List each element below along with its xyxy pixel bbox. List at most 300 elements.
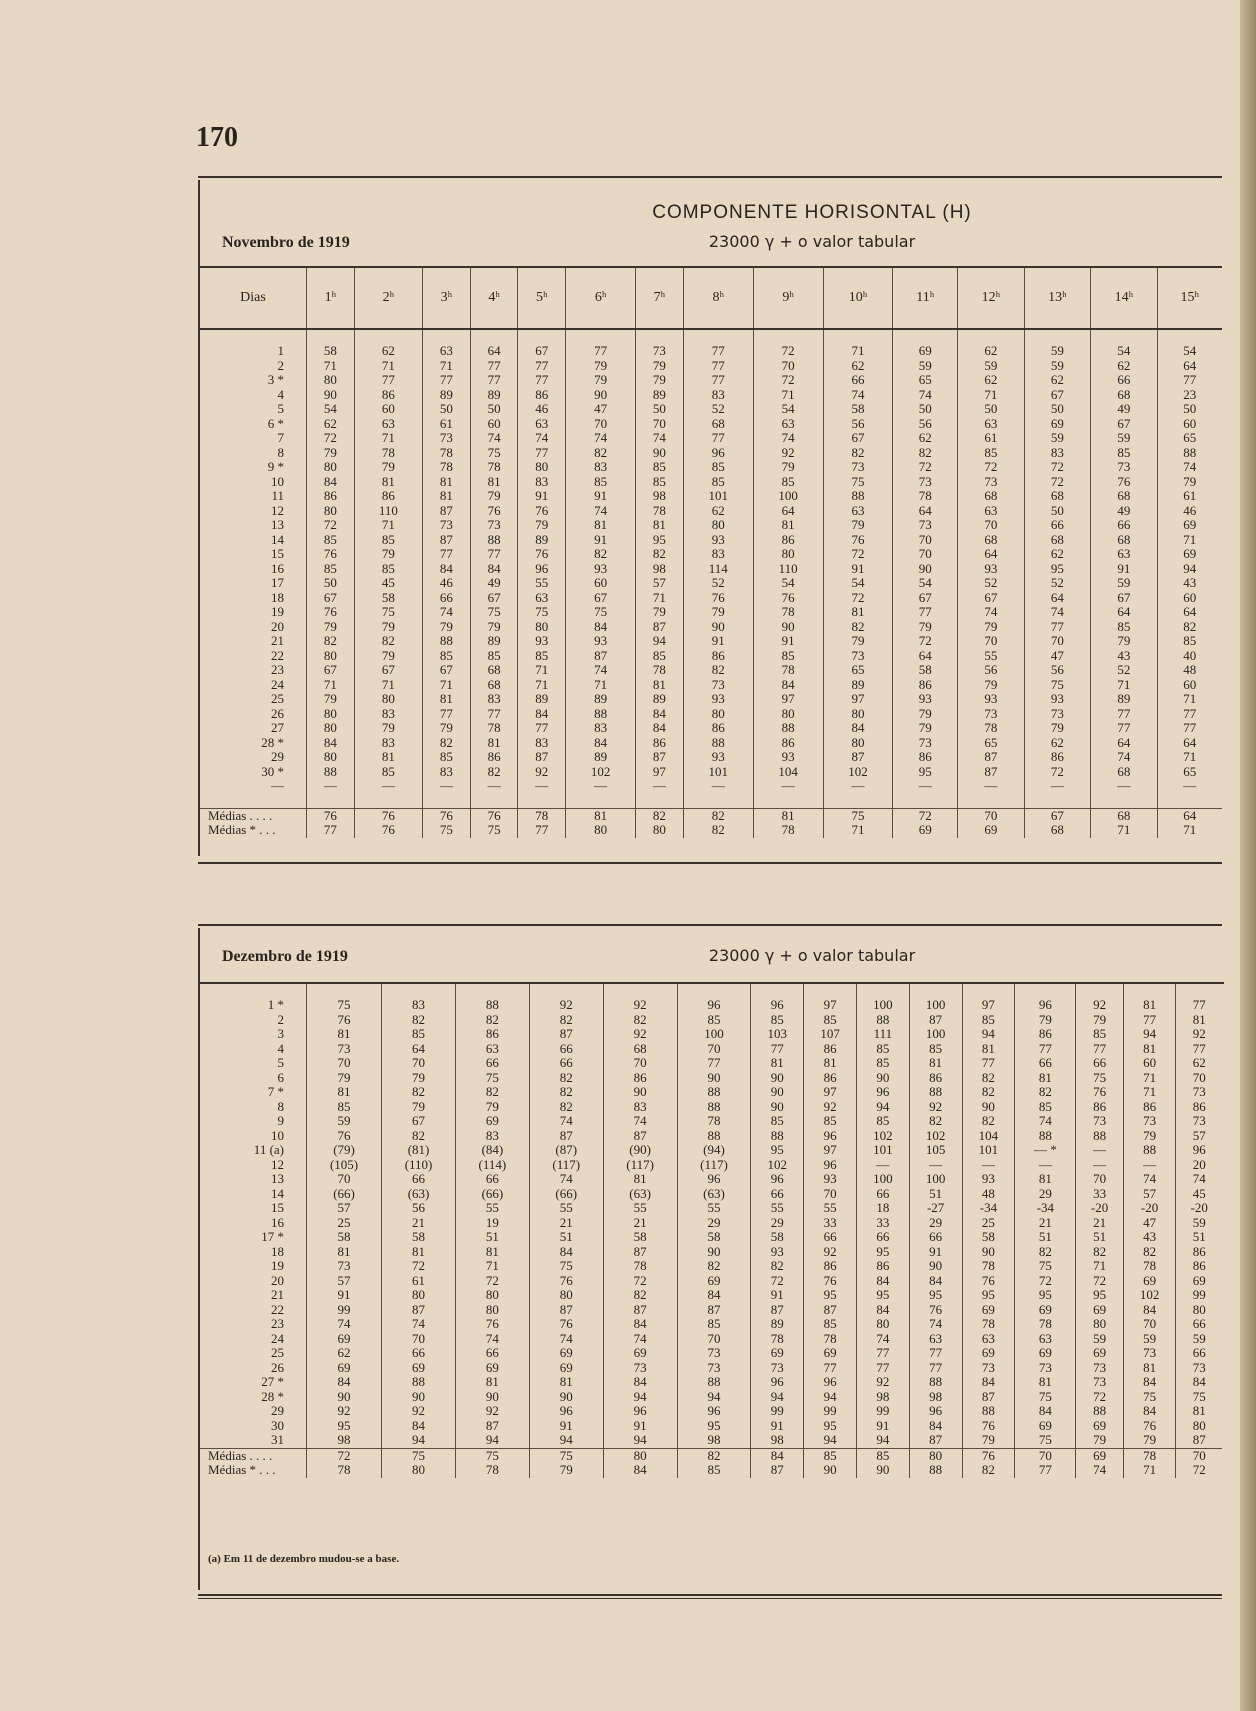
value-cell: 93	[962, 1172, 1015, 1187]
value-cell: 87	[455, 1419, 529, 1434]
value-cell: 83	[683, 388, 753, 403]
value-cell: 92	[804, 1245, 857, 1260]
value-cell: 69	[1123, 1274, 1176, 1289]
value-cell: 95	[751, 1143, 804, 1158]
value-cell: 75	[1076, 1071, 1123, 1086]
value-cell: 77	[423, 707, 471, 722]
value-cell: 72	[1076, 1274, 1123, 1289]
value-cell: 73	[751, 1361, 804, 1376]
value-cell: 79	[1024, 721, 1090, 736]
value-cell: 83	[423, 765, 471, 780]
spacer-cell	[1091, 794, 1157, 809]
value-cell: 62	[1176, 1056, 1222, 1071]
value-cell: 96	[603, 1404, 677, 1419]
value-cell: 71	[1123, 1071, 1176, 1086]
value-cell: 72	[1076, 1390, 1123, 1405]
value-cell: 71	[354, 518, 422, 533]
value-cell: 92	[382, 1404, 456, 1419]
value-cell: 58	[962, 1230, 1015, 1245]
mean-star-value: 71	[1157, 823, 1222, 838]
table-row	[200, 1375, 1222, 1390]
mean-value: 70	[958, 808, 1024, 823]
value-cell: (114)	[455, 1158, 529, 1173]
value-cell: 75	[823, 475, 893, 490]
value-cell: 81	[455, 1245, 529, 1260]
value-cell: 29	[677, 1216, 751, 1231]
value-cell: 80	[1176, 1419, 1222, 1434]
value-cell: 84	[307, 475, 355, 490]
value-cell: 102	[751, 1158, 804, 1173]
spacer-cell	[804, 984, 857, 998]
value-cell: 77	[1176, 998, 1222, 1013]
value-cell: 86	[470, 750, 518, 765]
mean-value: 76	[962, 1448, 1015, 1463]
dash-cell: —	[518, 779, 566, 794]
day-cell: 31	[271, 1432, 284, 1447]
day-cell: 15	[271, 1200, 284, 1215]
value-cell: 94	[382, 1433, 456, 1448]
spacer-row	[200, 329, 1222, 344]
value-cell: 57	[1123, 1187, 1176, 1202]
mean-star-value: 75	[470, 823, 518, 838]
value-cell: 95	[1024, 562, 1090, 577]
value-cell: 74	[423, 605, 471, 620]
november-header	[200, 180, 1224, 266]
value-cell: 63	[958, 504, 1024, 519]
value-cell: 57	[1176, 1129, 1222, 1144]
mean-value: 72	[307, 1448, 382, 1463]
value-cell: (105)	[307, 1158, 382, 1173]
value-cell: 77	[470, 547, 518, 562]
value-cell: 49	[1091, 402, 1157, 417]
value-cell: 67	[518, 344, 566, 359]
value-cell: 87	[962, 1390, 1015, 1405]
value-cell: 58	[677, 1230, 751, 1245]
value-cell: 88	[677, 1100, 751, 1115]
value-cell: 71	[307, 678, 355, 693]
hour-header: 1ʰ	[307, 267, 355, 329]
value-cell: 80	[455, 1288, 529, 1303]
value-cell: 83	[382, 998, 456, 1013]
day-cell: 18	[271, 589, 284, 605]
table-row	[200, 1085, 1222, 1100]
value-cell: 69	[1076, 1419, 1123, 1434]
value-cell: (110)	[382, 1158, 456, 1173]
spacer-cell	[518, 794, 566, 809]
value-cell: 79	[1157, 475, 1222, 490]
value-cell: 84	[636, 707, 684, 722]
table-row	[200, 446, 1222, 461]
value-cell: 50	[1024, 402, 1090, 417]
value-cell: 77	[683, 344, 753, 359]
day-cell: 16	[271, 560, 284, 576]
dash-cell: —	[470, 779, 518, 794]
value-cell: 50	[636, 402, 684, 417]
value-cell: 95	[962, 1288, 1015, 1303]
value-cell: 84	[856, 1274, 909, 1289]
value-cell: 59	[1076, 1332, 1123, 1347]
value-cell: 81	[1123, 998, 1176, 1013]
value-cell: 79	[307, 1071, 382, 1086]
value-cell: 93	[893, 692, 958, 707]
value-cell: 76	[683, 591, 753, 606]
value-cell: 77	[518, 721, 566, 736]
dash-cell: —	[354, 779, 422, 794]
spacer-cell	[823, 329, 893, 344]
mean-value: 82	[636, 808, 684, 823]
value-cell: 85	[677, 1317, 751, 1332]
mean-star-value: 77	[518, 823, 566, 838]
value-cell: 96	[1015, 998, 1076, 1013]
value-cell: 77	[470, 707, 518, 722]
value-cell: 62	[958, 344, 1024, 359]
value-cell: 58	[307, 344, 355, 359]
dash-cell: —	[423, 779, 471, 794]
value-cell: 60	[1123, 1056, 1176, 1071]
value-cell: 75	[1176, 1390, 1222, 1405]
value-cell: 66	[382, 1346, 456, 1361]
value-cell: 23	[1157, 388, 1222, 403]
day-cell: 20	[271, 618, 284, 634]
value-cell: 61	[1157, 489, 1222, 504]
value-cell: 82	[566, 446, 636, 461]
value-cell: 71	[1076, 1259, 1123, 1274]
value-cell: 88	[677, 1129, 751, 1144]
value-cell: 76	[909, 1303, 962, 1318]
mean-star-value: 69	[958, 823, 1024, 838]
value-cell: 63	[1091, 547, 1157, 562]
value-cell: 47	[1024, 649, 1090, 664]
november-subtitle: 23000 γ + o valor tabular	[708, 232, 916, 251]
value-cell: 55	[958, 649, 1024, 664]
value-cell: 92	[753, 446, 823, 461]
value-cell: 90	[962, 1245, 1015, 1260]
spacer-cell	[1024, 329, 1090, 344]
value-cell: 80	[307, 460, 355, 475]
value-cell: 81	[354, 750, 422, 765]
value-cell: 72	[751, 1274, 804, 1289]
value-cell: 18	[856, 1201, 909, 1216]
day-cell: 17 *	[261, 1229, 284, 1244]
value-cell: 73	[1091, 460, 1157, 475]
day-cell: 26	[271, 705, 284, 721]
value-cell: 85	[751, 1114, 804, 1129]
means-label: Médias . . . .	[200, 808, 307, 823]
value-cell: 60	[1157, 417, 1222, 432]
value-cell: 99	[1176, 1288, 1222, 1303]
value-cell: 55	[804, 1201, 857, 1216]
value-cell: 96	[1176, 1143, 1222, 1158]
value-cell: 92	[518, 765, 566, 780]
value-cell: 80	[455, 1303, 529, 1318]
value-cell: 21	[382, 1216, 456, 1231]
value-cell: 84	[1015, 1404, 1076, 1419]
value-cell: 76	[307, 547, 355, 562]
value-cell: 82	[423, 736, 471, 751]
table-row	[200, 1259, 1222, 1274]
value-cell: 77	[909, 1361, 962, 1376]
value-cell: 70	[566, 417, 636, 432]
value-cell: 62	[1024, 736, 1090, 751]
value-cell: 56	[1024, 663, 1090, 678]
value-cell: 69	[893, 344, 958, 359]
value-cell: 104	[962, 1129, 1015, 1144]
value-cell: 87	[751, 1303, 804, 1318]
value-cell: 81	[307, 1245, 382, 1260]
value-cell: 54	[753, 402, 823, 417]
spacer-cell	[470, 329, 518, 344]
spacer-cell	[200, 329, 307, 344]
value-cell: 74	[958, 605, 1024, 620]
value-cell: 43	[1091, 649, 1157, 664]
table-row	[200, 1419, 1222, 1434]
value-cell: 67	[307, 663, 355, 678]
value-cell: 81	[470, 736, 518, 751]
value-cell: 89	[423, 388, 471, 403]
value-cell: 102	[856, 1129, 909, 1144]
value-cell: 78	[962, 1259, 1015, 1274]
spacer-cell	[683, 794, 753, 809]
table-row	[200, 518, 1222, 533]
value-cell: 74	[856, 1332, 909, 1347]
value-cell: 71	[518, 678, 566, 693]
value-cell: 71	[1091, 678, 1157, 693]
value-cell: 79	[470, 620, 518, 635]
table-row	[200, 1332, 1222, 1347]
mean-value: 80	[909, 1448, 962, 1463]
value-cell: 80	[529, 1288, 603, 1303]
value-cell: 70	[893, 533, 958, 548]
value-cell: 88	[962, 1404, 1015, 1419]
value-cell: 92	[603, 1027, 677, 1042]
value-cell: 79	[636, 359, 684, 374]
value-cell: 97	[962, 998, 1015, 1013]
value-cell: 87	[909, 1013, 962, 1028]
value-cell: 51	[909, 1187, 962, 1202]
value-cell: 87	[804, 1303, 857, 1318]
spacer-cell	[423, 794, 471, 809]
value-cell: 68	[1091, 765, 1157, 780]
value-cell: 81	[1015, 1172, 1076, 1187]
day-cell: 5	[277, 401, 284, 416]
value-cell: 82	[529, 1100, 603, 1115]
value-cell: 89	[823, 678, 893, 693]
value-cell: 51	[529, 1230, 603, 1245]
value-cell: 78	[893, 489, 958, 504]
day-cell: 7 *	[267, 1084, 284, 1099]
value-cell: 83	[1024, 446, 1090, 461]
value-cell: 78	[804, 1332, 857, 1347]
value-cell: 60	[1157, 591, 1222, 606]
table-row	[200, 605, 1222, 620]
value-cell: 76	[307, 1129, 382, 1144]
means-star-label: Médias * . . .	[208, 822, 276, 837]
value-cell: 63	[354, 417, 422, 432]
value-cell: 85	[566, 475, 636, 490]
value-cell: 73	[1076, 1361, 1123, 1376]
value-cell: 69	[455, 1361, 529, 1376]
value-cell: 86	[636, 736, 684, 751]
value-cell: 73	[470, 518, 518, 533]
value-cell: 71	[455, 1259, 529, 1274]
value-cell: 84	[470, 562, 518, 577]
value-cell: 88	[751, 1129, 804, 1144]
value-cell: 74	[909, 1317, 962, 1332]
value-cell: 92	[1076, 998, 1123, 1013]
value-cell: 90	[751, 1100, 804, 1115]
value-cell: 55	[603, 1201, 677, 1216]
value-cell: 88	[677, 1085, 751, 1100]
value-cell: 100	[856, 998, 909, 1013]
value-cell: 52	[1091, 663, 1157, 678]
spacer-cell	[307, 794, 355, 809]
value-cell: 76	[804, 1274, 857, 1289]
value-cell: 87	[566, 649, 636, 664]
value-cell: 94	[804, 1390, 857, 1405]
value-cell: 50	[1024, 504, 1090, 519]
value-cell: 69	[1015, 1303, 1076, 1318]
value-cell: (117)	[677, 1158, 751, 1173]
december-block	[198, 928, 1224, 1590]
value-cell: 46	[1157, 504, 1222, 519]
value-cell: 91	[856, 1419, 909, 1434]
value-cell: 54	[307, 402, 355, 417]
value-cell: 58	[751, 1230, 804, 1245]
value-cell: 81	[823, 605, 893, 620]
value-cell: 88	[677, 1375, 751, 1390]
spacer-cell	[307, 329, 355, 344]
value-cell: 67	[1091, 591, 1157, 606]
table-row	[200, 998, 1222, 1013]
december-month-label: Dezembro de 1919	[222, 948, 348, 965]
table-row	[200, 417, 1222, 432]
value-cell: 96	[529, 1404, 603, 1419]
value-cell: 79	[1123, 1433, 1176, 1448]
value-cell: 64	[470, 344, 518, 359]
value-cell: (66)	[529, 1187, 603, 1202]
value-cell: 81	[603, 1172, 677, 1187]
value-cell: 80	[753, 707, 823, 722]
value-cell: 85	[751, 1013, 804, 1028]
day-cell: 20	[271, 1272, 284, 1288]
value-cell: 93	[683, 533, 753, 548]
mean-value: 85	[804, 1448, 857, 1463]
day-cell: 9	[277, 1113, 284, 1128]
day-cell: 29	[271, 1403, 284, 1418]
value-cell: -27	[909, 1201, 962, 1216]
value-cell: 71	[1157, 692, 1222, 707]
mean-star-value: 78	[753, 823, 823, 838]
value-cell: 102	[823, 765, 893, 780]
value-cell: 94	[751, 1390, 804, 1405]
day-cell: 11 (a)	[253, 1142, 284, 1157]
value-cell: 86	[307, 489, 355, 504]
spacer-cell	[307, 984, 382, 998]
day-cell: 13	[271, 1171, 284, 1186]
value-cell: 97	[804, 1085, 857, 1100]
value-cell: 60	[354, 402, 422, 417]
value-cell: 85	[354, 765, 422, 780]
day-cell: 13	[271, 517, 284, 532]
value-cell: 66	[455, 1056, 529, 1071]
value-cell: 70	[307, 1056, 382, 1071]
value-cell: 90	[856, 1071, 909, 1086]
november-block	[198, 180, 1224, 856]
value-cell: 73	[1076, 1375, 1123, 1390]
value-cell: 95	[856, 1245, 909, 1260]
mean-value: 68	[1091, 808, 1157, 823]
day-cell: 10	[271, 1127, 284, 1143]
hour-header: 6ʰ	[566, 267, 636, 329]
value-cell: 76	[1091, 475, 1157, 490]
value-cell: 73	[1176, 1114, 1222, 1129]
value-cell: 86	[1015, 1027, 1076, 1042]
table-row	[200, 402, 1222, 417]
value-cell: 89	[566, 750, 636, 765]
value-cell: 71	[1157, 533, 1222, 548]
value-cell: 76	[307, 1013, 382, 1028]
value-cell: 81	[636, 678, 684, 693]
day-cell: 22	[271, 1301, 284, 1317]
value-cell: 76	[307, 605, 355, 620]
value-cell: 84	[1123, 1404, 1176, 1419]
value-cell: 96	[683, 446, 753, 461]
value-cell: 79	[893, 620, 958, 635]
value-cell: 85	[1015, 1100, 1076, 1115]
value-cell: 63	[909, 1332, 962, 1347]
mean-star-value: 71	[1091, 823, 1157, 838]
value-cell: 76	[518, 504, 566, 519]
value-cell: 88	[455, 998, 529, 1013]
value-cell: 97	[804, 998, 857, 1013]
means-star-label: Médias * . . .	[208, 1462, 276, 1477]
value-cell: 92	[307, 1404, 382, 1419]
spacer-cell	[1157, 329, 1222, 344]
value-cell: 70	[382, 1056, 456, 1071]
day-cell: 27	[271, 720, 284, 735]
value-cell: 96	[751, 998, 804, 1013]
value-cell: 84	[1123, 1303, 1176, 1318]
value-cell: 66	[1176, 1317, 1222, 1332]
value-cell: 66	[751, 1187, 804, 1202]
value-cell: 85	[958, 446, 1024, 461]
value-cell: 99	[804, 1404, 857, 1419]
mean-value: 82	[677, 1448, 751, 1463]
value-cell: 96	[804, 1375, 857, 1390]
value-cell: 98	[636, 562, 684, 577]
value-cell: 83	[566, 460, 636, 475]
value-cell: 81	[455, 1375, 529, 1390]
value-cell: 54	[1157, 344, 1222, 359]
value-cell: 101	[962, 1143, 1015, 1158]
value-cell: 79	[1076, 1433, 1123, 1448]
value-cell: 59	[1123, 1332, 1176, 1347]
value-cell: 84	[382, 1419, 456, 1434]
value-cell: 74	[566, 663, 636, 678]
value-cell: 90	[529, 1390, 603, 1405]
value-cell: 82	[1015, 1085, 1076, 1100]
value-cell: 77	[1076, 1042, 1123, 1057]
top-rule	[198, 176, 1222, 178]
table-row	[200, 373, 1222, 388]
value-cell: 72	[823, 591, 893, 606]
value-cell: 85	[962, 1013, 1015, 1028]
value-cell: 78	[751, 1332, 804, 1347]
value-cell: 74	[603, 1114, 677, 1129]
value-cell: 86	[1123, 1100, 1176, 1115]
hour-header: 5ʰ	[518, 267, 566, 329]
value-cell: 87	[1176, 1433, 1222, 1448]
